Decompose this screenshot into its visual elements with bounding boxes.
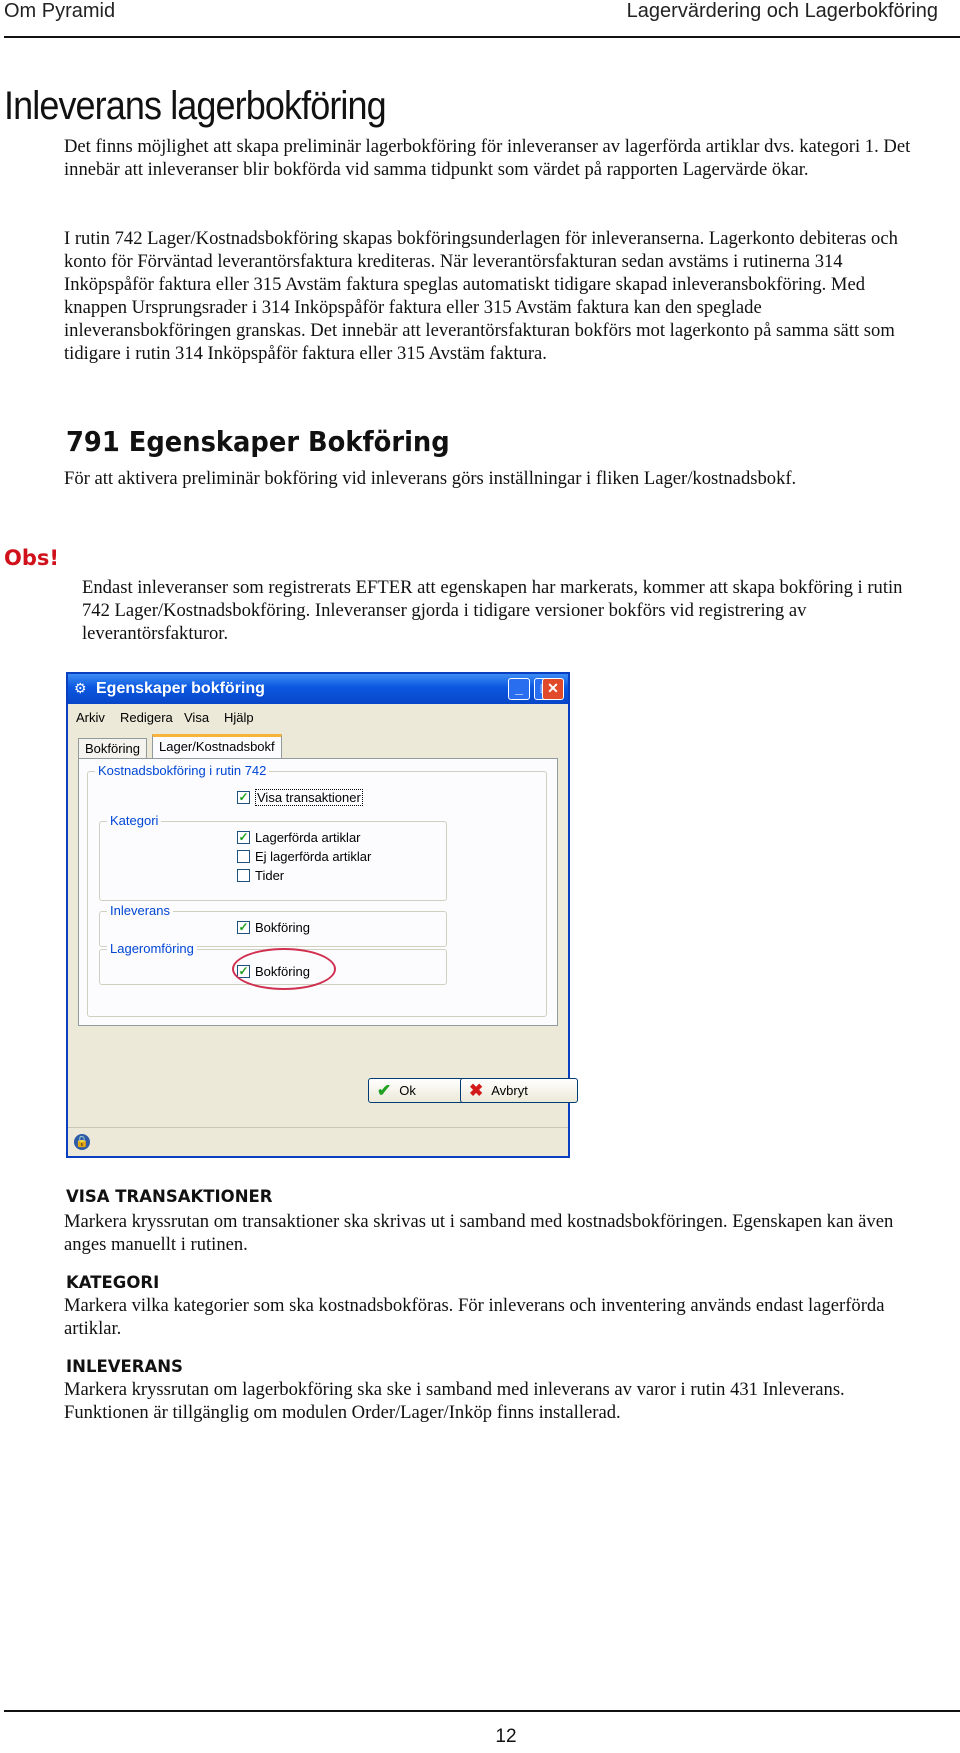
lageromforing-bokforing-checkbox[interactable]: ✓ bbox=[238, 963, 249, 978]
ok-label: Ok bbox=[399, 1083, 416, 1098]
lock-icon: 🔒 bbox=[75, 1136, 89, 1148]
visa-transaktioner-row[interactable] bbox=[237, 789, 363, 805]
close-button[interactable]: ✕ bbox=[542, 678, 564, 700]
ej-lagerforda-checkbox[interactable] bbox=[237, 850, 250, 863]
lageromforing-bokforing-label: Bokföring bbox=[255, 963, 310, 979]
kategori-lagerforda-row[interactable] bbox=[237, 829, 361, 845]
definition-text-inleverans: Markera kryssrutan om lagerbokföring ska ske i samband med inleverans av varor i rutin 431 Inleverans. Funktionen är tillgänglig om modulen Order/Lager/Inköp finns installerad. bbox=[64, 1379, 845, 1423]
menu-redigera[interactable]: Redigera bbox=[120, 710, 173, 725]
tab-bokforing[interactable]: Bokföring bbox=[78, 738, 147, 759]
tab-panel bbox=[78, 758, 558, 1026]
definition-term-kategori: KATEGORI bbox=[66, 1273, 160, 1292]
cancel-label: Avbryt bbox=[491, 1083, 528, 1098]
menu-arkiv[interactable]: Arkiv bbox=[76, 710, 105, 725]
header-right: Lagervärdering och Lagerbokföring bbox=[626, 0, 938, 22]
tider-label: Tider bbox=[255, 867, 285, 883]
tider-checkbox[interactable] bbox=[237, 869, 250, 882]
tab-lager-kostnadsbokf[interactable]: Lager/Kostnadsbokf bbox=[152, 734, 282, 762]
rutin-paragraph: I rutin 742 Lager/Kostnadsbokföring skapas bokföringsunderlagen för inleveranserna. Lagerkonto debiteras och konto för Förväntad leverantörsfaktura krediteras. När leverantörsfakturan sedan avstäms i rutinerna 314 Inköpspåför faktura eller 315 Avstäm faktura speglas automatiskt tidigare skapad inleveransbokföring. Med knappen Ursprungsrader i 314 Inköpspåför faktura eller 315 Avstäm faktura kan den speglade inleveransbokföringen granskas. Det innebär att leverantörsfakturan bokförs mot lagerkonto på samma sätt som tidigare i rutin 314 Inköpspåför faktura eller 315 Avstäm faktura. bbox=[64, 228, 898, 364]
dialog-titlebar bbox=[68, 674, 568, 704]
definition-text-kategori: Markera vilka kategorier som ska kostnadsbokföras. För inleverans och inventering används endast lagerförda artiklar. bbox=[64, 1295, 885, 1339]
group-kategori-label: Kategori bbox=[107, 813, 161, 828]
header-rule bbox=[4, 36, 960, 38]
inleverans-bokforing-label: Bokföring bbox=[255, 919, 310, 935]
inleverans-bokforing-row[interactable] bbox=[237, 919, 310, 935]
obs-text: Endast inleveranser som registrerats EFTER att egenskapen har markerats, kommer att skapa bokföring i rutin 742 Lager/Kostnadsbokföring. Inleveranser gjorda i tidigare versioner bokförs vid registrering av leverantörsfakturor. bbox=[82, 577, 903, 644]
group-inleverans-label: Inleverans bbox=[107, 903, 173, 918]
minimize-button[interactable]: _ bbox=[508, 678, 530, 700]
menu-hjalp[interactable]: Hjälp bbox=[224, 710, 254, 725]
kategori-ej-lagerforda-row[interactable] bbox=[237, 848, 371, 864]
check-icon: ✔ bbox=[377, 1080, 392, 1100]
menubar bbox=[68, 706, 568, 728]
lagerforda-label: Lagerförda artiklar bbox=[255, 829, 361, 845]
section-text: För att aktivera preliminär bokföring vid inleverans görs inställningar i fliken Lager/kostnadsbokf. bbox=[64, 468, 797, 489]
definition-term-visa: VISA TRANSAKTIONER bbox=[66, 1187, 273, 1206]
footer-rule bbox=[4, 1710, 960, 1712]
egenskaper-dialog bbox=[66, 672, 570, 1158]
obs-label: Obs! bbox=[4, 546, 59, 570]
kategori-tider-row[interactable] bbox=[237, 867, 284, 883]
visa-transaktioner-checkbox[interactable]: ✓ bbox=[238, 789, 249, 804]
intro-paragraph: Det finns möjlighet att skapa preliminär lagerbokföring för inleveranser av lagerförda artiklar dvs. kategori 1. Det innebär att inleveranser blir bokförda vid samma tidpunkt som värdet på rapporten Lagervärde ökar. bbox=[64, 136, 911, 180]
inleverans-bokforing-checkbox[interactable]: ✓ bbox=[238, 919, 249, 934]
dialog-title: Egenskaper bokföring bbox=[96, 680, 265, 697]
section-title: 791 Egenskaper Bokföring bbox=[66, 425, 450, 458]
ej-lagerforda-label: Ej lagerförda artiklar bbox=[255, 848, 372, 864]
highlight-ellipse bbox=[232, 948, 336, 990]
page-title: Inleverans lagerbokföring bbox=[4, 84, 386, 128]
cancel-button[interactable] bbox=[460, 1078, 578, 1103]
definition-text-visa: Markera kryssrutan om transaktioner ska skrivas ut i samband med kostnadsbokföringen. Egenskapen kan även anges manuellt i rutinen. bbox=[64, 1211, 894, 1255]
definition-term-inleverans: INLEVERANS bbox=[66, 1357, 183, 1376]
group-kostnadsbokforing-label: Kostnadsbokföring i rutin 742 bbox=[95, 763, 269, 778]
app-icon: ⚙ bbox=[74, 680, 87, 696]
statusbar bbox=[68, 1127, 568, 1156]
header-left: Om Pyramid bbox=[4, 0, 116, 22]
visa-transaktioner-label: Visa transaktioner bbox=[257, 789, 361, 805]
lagerforda-checkbox[interactable]: ✓ bbox=[238, 829, 249, 844]
menu-visa[interactable]: Visa bbox=[184, 710, 210, 725]
cross-icon: ✖ bbox=[469, 1080, 484, 1100]
group-lageromforing-label: Lageromföring bbox=[107, 941, 197, 956]
page-number: 12 bbox=[495, 1726, 517, 1747]
